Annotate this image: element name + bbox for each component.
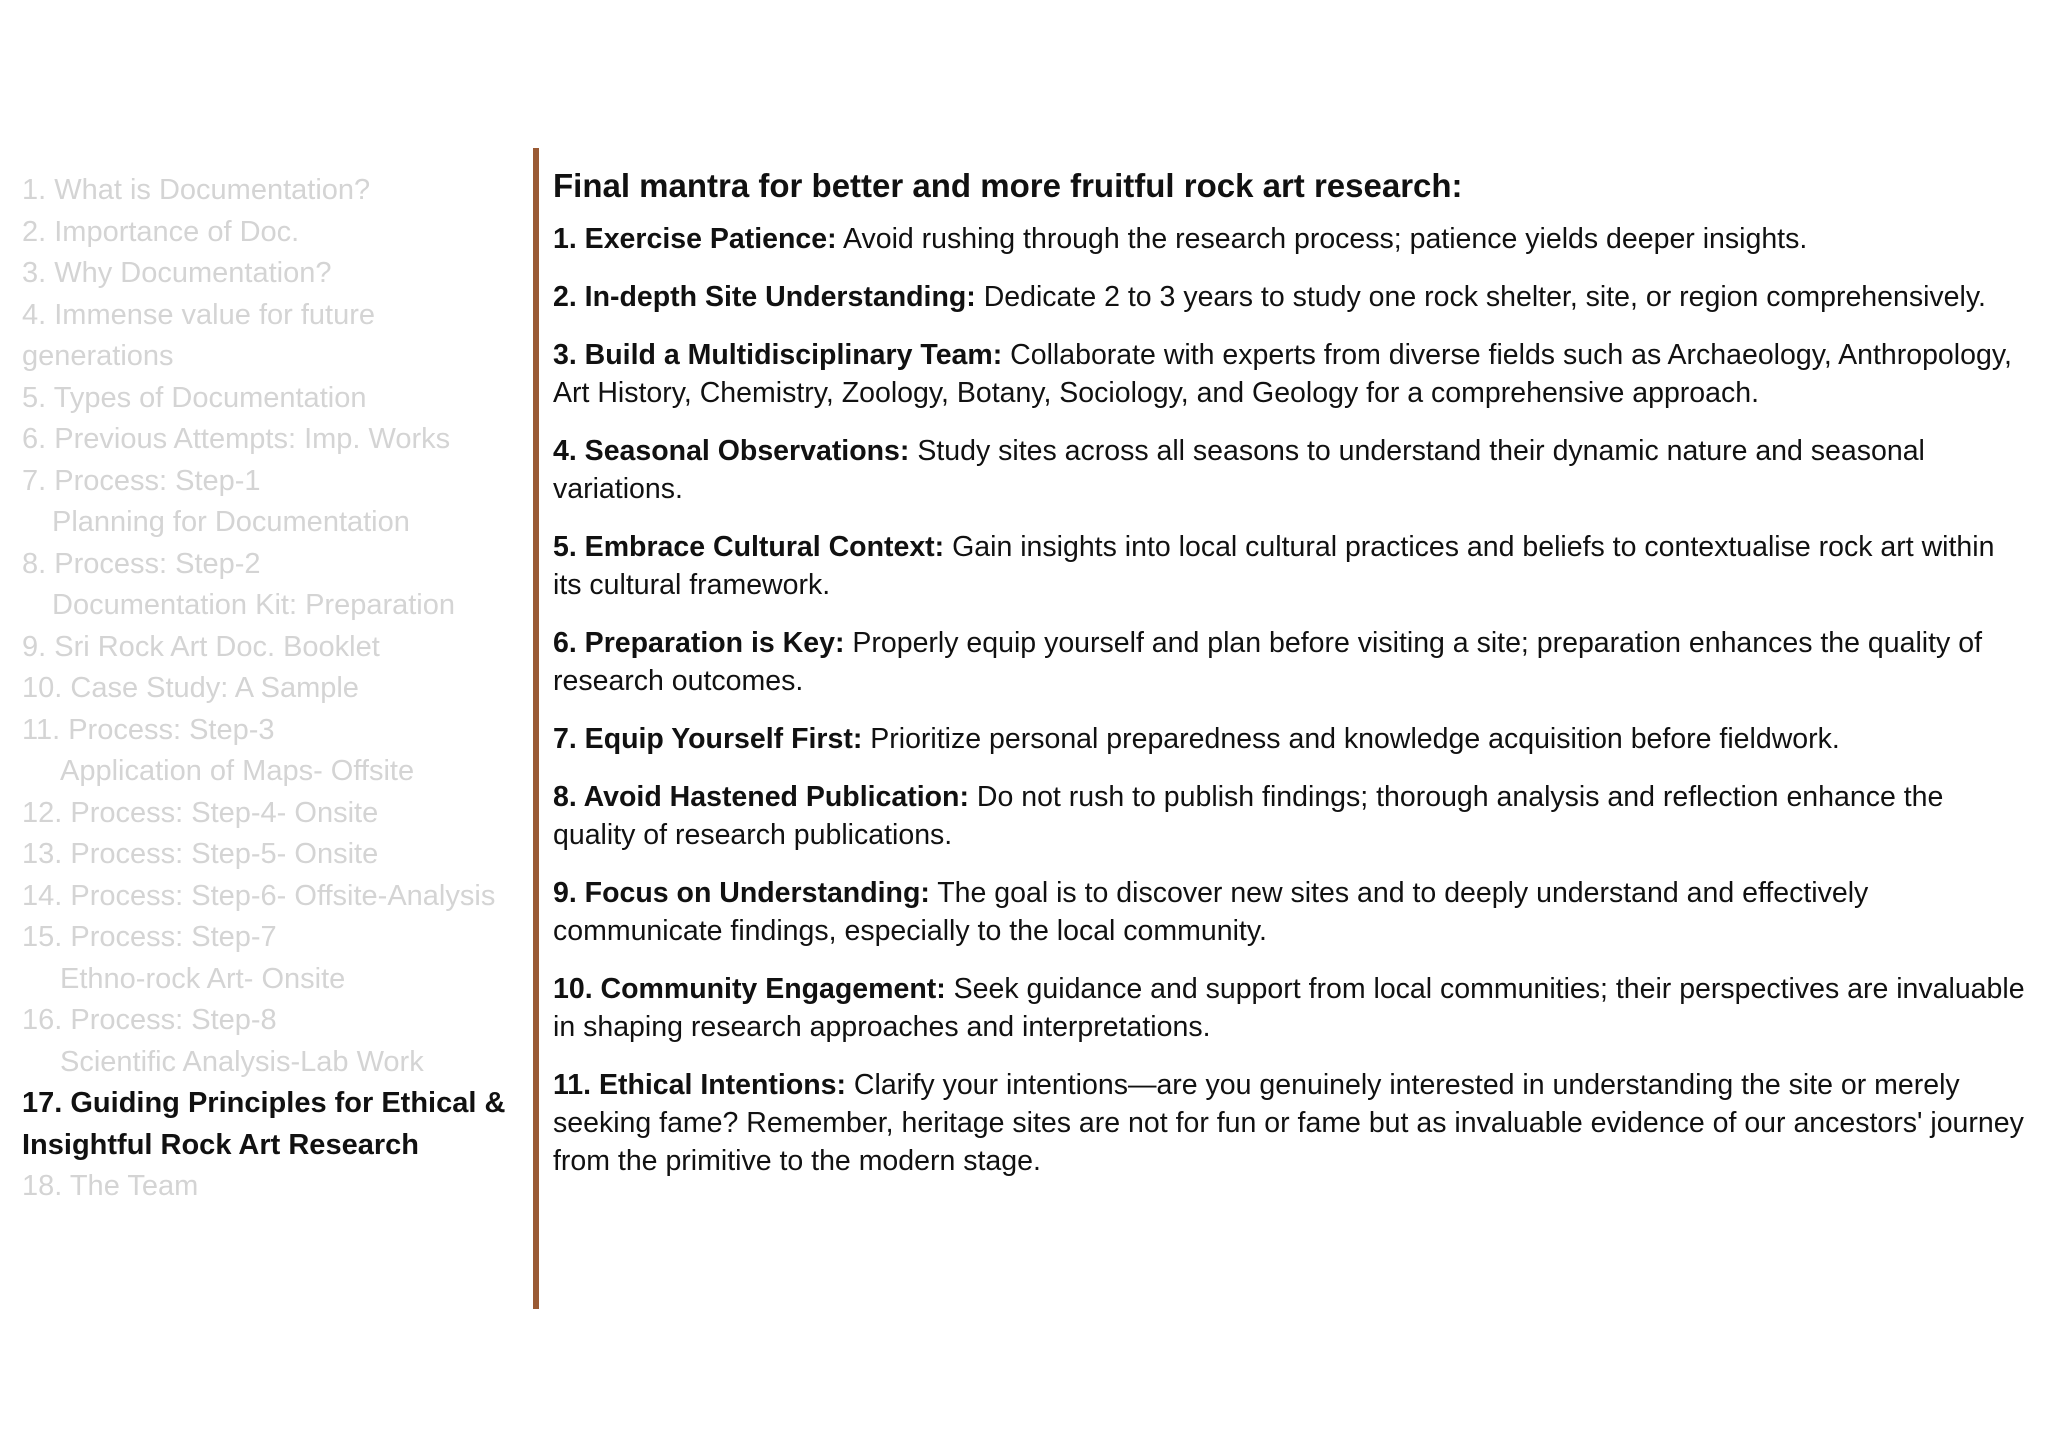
sidebar-item-label: 13. Process: Step-5- Onsite [22,838,379,870]
principle-text: Gain insights into local cultural practices and beliefs to contextualise rock art within its cultural framework. [553,531,1995,601]
sidebar-item-label: 15. Process: Step-7 [22,921,277,953]
principle-title: 1. Exercise Patience: [553,223,837,255]
sidebar-item-sublabel: Documentation Kit: Preparation [52,589,455,621]
list-item [553,624,2028,700]
list-item [553,220,2028,258]
principle-text: Seek guidance and support from local communities; their perspectives are invaluable in shaping research approaches and interpretations. [553,973,2025,1043]
sidebar-item-case-study[interactable] [22,668,522,710]
sidebar-item-step-8[interactable] [22,1000,522,1083]
sidebar-item-what-is-documentation[interactable] [22,170,522,212]
list-item [553,874,2028,950]
sidebar-item-sublabel: Application of Maps- Offsite [60,755,415,787]
principle-title: 9. Focus on Understanding: [553,877,930,909]
principle-text: Properly equip yourself and plan before visiting a site; preparation enhances the quality of research outcomes. [553,627,1982,697]
main-content [553,164,2028,1200]
sidebar-item-label: 12. Process: Step-4- Onsite [22,796,379,829]
principle-text: Study sites across all seasons to understand their dynamic nature and seasonal variations. [553,435,1925,505]
principle-title: 8. Avoid Hastened Publication: [553,781,969,813]
sidebar-item-importance-of-doc[interactable] [22,212,522,254]
sidebar-nav [22,170,522,1208]
sidebar-item-step-6[interactable] [22,876,522,918]
sidebar-item-the-team[interactable] [22,1166,522,1208]
sidebar-item-label: 6. Previous Attempts: Imp. Works [22,423,451,455]
page-title: Final mantra for better and more fruitful rock art research: [553,167,1463,204]
sidebar-item-previous-attempts[interactable] [22,419,522,461]
principle-title: 5. Embrace Cultural Context: [553,531,945,563]
list-item [553,336,2028,412]
sidebar-item-sublabel: Ethno-rock Art- Onsite [60,962,346,995]
principle-title: 4. Seasonal Observations: [553,435,910,467]
principle-text: Dedicate 2 to 3 years to study one rock shelter, site, or region comprehensively. [983,281,1986,313]
list-item [553,778,2028,854]
list-item [553,278,2028,316]
sidebar-item-step-5[interactable] [22,834,522,876]
sidebar-item-step-2[interactable] [22,544,522,627]
principle-text: Prioritize personal preparedness and knowledge acquisition before fieldwork. [870,723,1840,755]
sidebar-item-label: 18. The Team [22,1170,199,1202]
principle-text: The goal is to discover new sites and to deeply understand and effectively communicate findings, especially to the local community. [553,877,1869,947]
sidebar-item-label: 10. Case Study: A Sample [22,672,359,704]
sidebar-item-step-1[interactable] [22,461,522,544]
principle-title: 11. Ethical Intentions: [553,1069,846,1101]
sidebar-item-step-3[interactable] [22,710,522,793]
sidebar-item-booklet[interactable] [22,627,522,669]
list-item [553,720,2028,758]
sidebar-item-label: 5. Types of Documentation [22,381,367,414]
sidebar-item-step-4[interactable] [22,793,522,835]
list-item [553,528,2028,604]
principle-text: Avoid rushing through the research process; patience yields deeper insights. [842,223,1808,255]
sidebar-item-immense-value[interactable] [22,295,442,378]
sidebar-item-label: 11. Process: Step-3 [22,713,275,746]
principle-text: Do not rush to publish findings; thorough analysis and reflection enhance the quality of research publications. [553,781,1944,851]
sidebar-item-label: 3. Why Documentation? [22,257,332,289]
principle-title: 2. In-depth Site Understanding: [553,281,976,313]
sidebar-item-guiding-principles[interactable] [22,1083,522,1166]
list-item [553,432,2028,508]
principle-title: 7. Equip Yourself First: [553,723,863,755]
sidebar-item-label: 14. Process: Step-6- Offsite-Analysis [22,879,496,912]
sidebar-item-label: 9. Sri Rock Art Doc. Booklet [22,630,380,663]
sidebar-item-label: 7. Process: Step-1 [22,464,261,497]
sidebar-item-label: 2. Importance of Doc. [22,215,300,248]
principle-title: 3. Build a Multidisciplinary Team: [553,339,1003,371]
sidebar-item-step-7[interactable] [22,917,522,1000]
principle-text: Clarify your intentions—are you genuinely interested in understanding the site or merely seeking fame? Remember, heritage sites are not for fun or fame but as invaluable evidence of our ancestors' journey from the primitive to the modern stage. [553,1069,2024,1177]
list-item [553,970,2028,1046]
sidebar-item-label: 1. What is Documentation? [22,174,371,206]
principle-title: 10. Community Engagement: [553,973,946,1005]
sidebar-item-label: 8. Process: Step-2 [22,547,261,580]
sidebar-item-sublabel: Scientific Analysis-Lab Work [60,1045,424,1078]
sidebar-item-types-of-documentation[interactable] [22,378,522,420]
sidebar-item-label: 16. Process: Step-8 [22,1004,277,1036]
principle-title: 6. Preparation is Key: [553,627,845,659]
principles-list [553,220,2028,1180]
list-item [553,1066,2028,1180]
sidebar-item-sublabel: Planning for Documentation [52,506,410,538]
vertical-divider [533,148,539,1309]
sidebar-item-label: 4. Immense value for future generations [22,298,375,372]
sidebar-item-why-documentation[interactable] [22,253,522,295]
sidebar-item-label: 17. Guiding Principles for Ethical & Insightful Rock Art Research [22,1087,506,1161]
principle-text: Collaborate with experts from diverse fields such as Archaeology, Anthropology, Art History, Chemistry, Zoology, Botany, Sociology, and Geology for a comprehensive approach. [553,339,2012,409]
